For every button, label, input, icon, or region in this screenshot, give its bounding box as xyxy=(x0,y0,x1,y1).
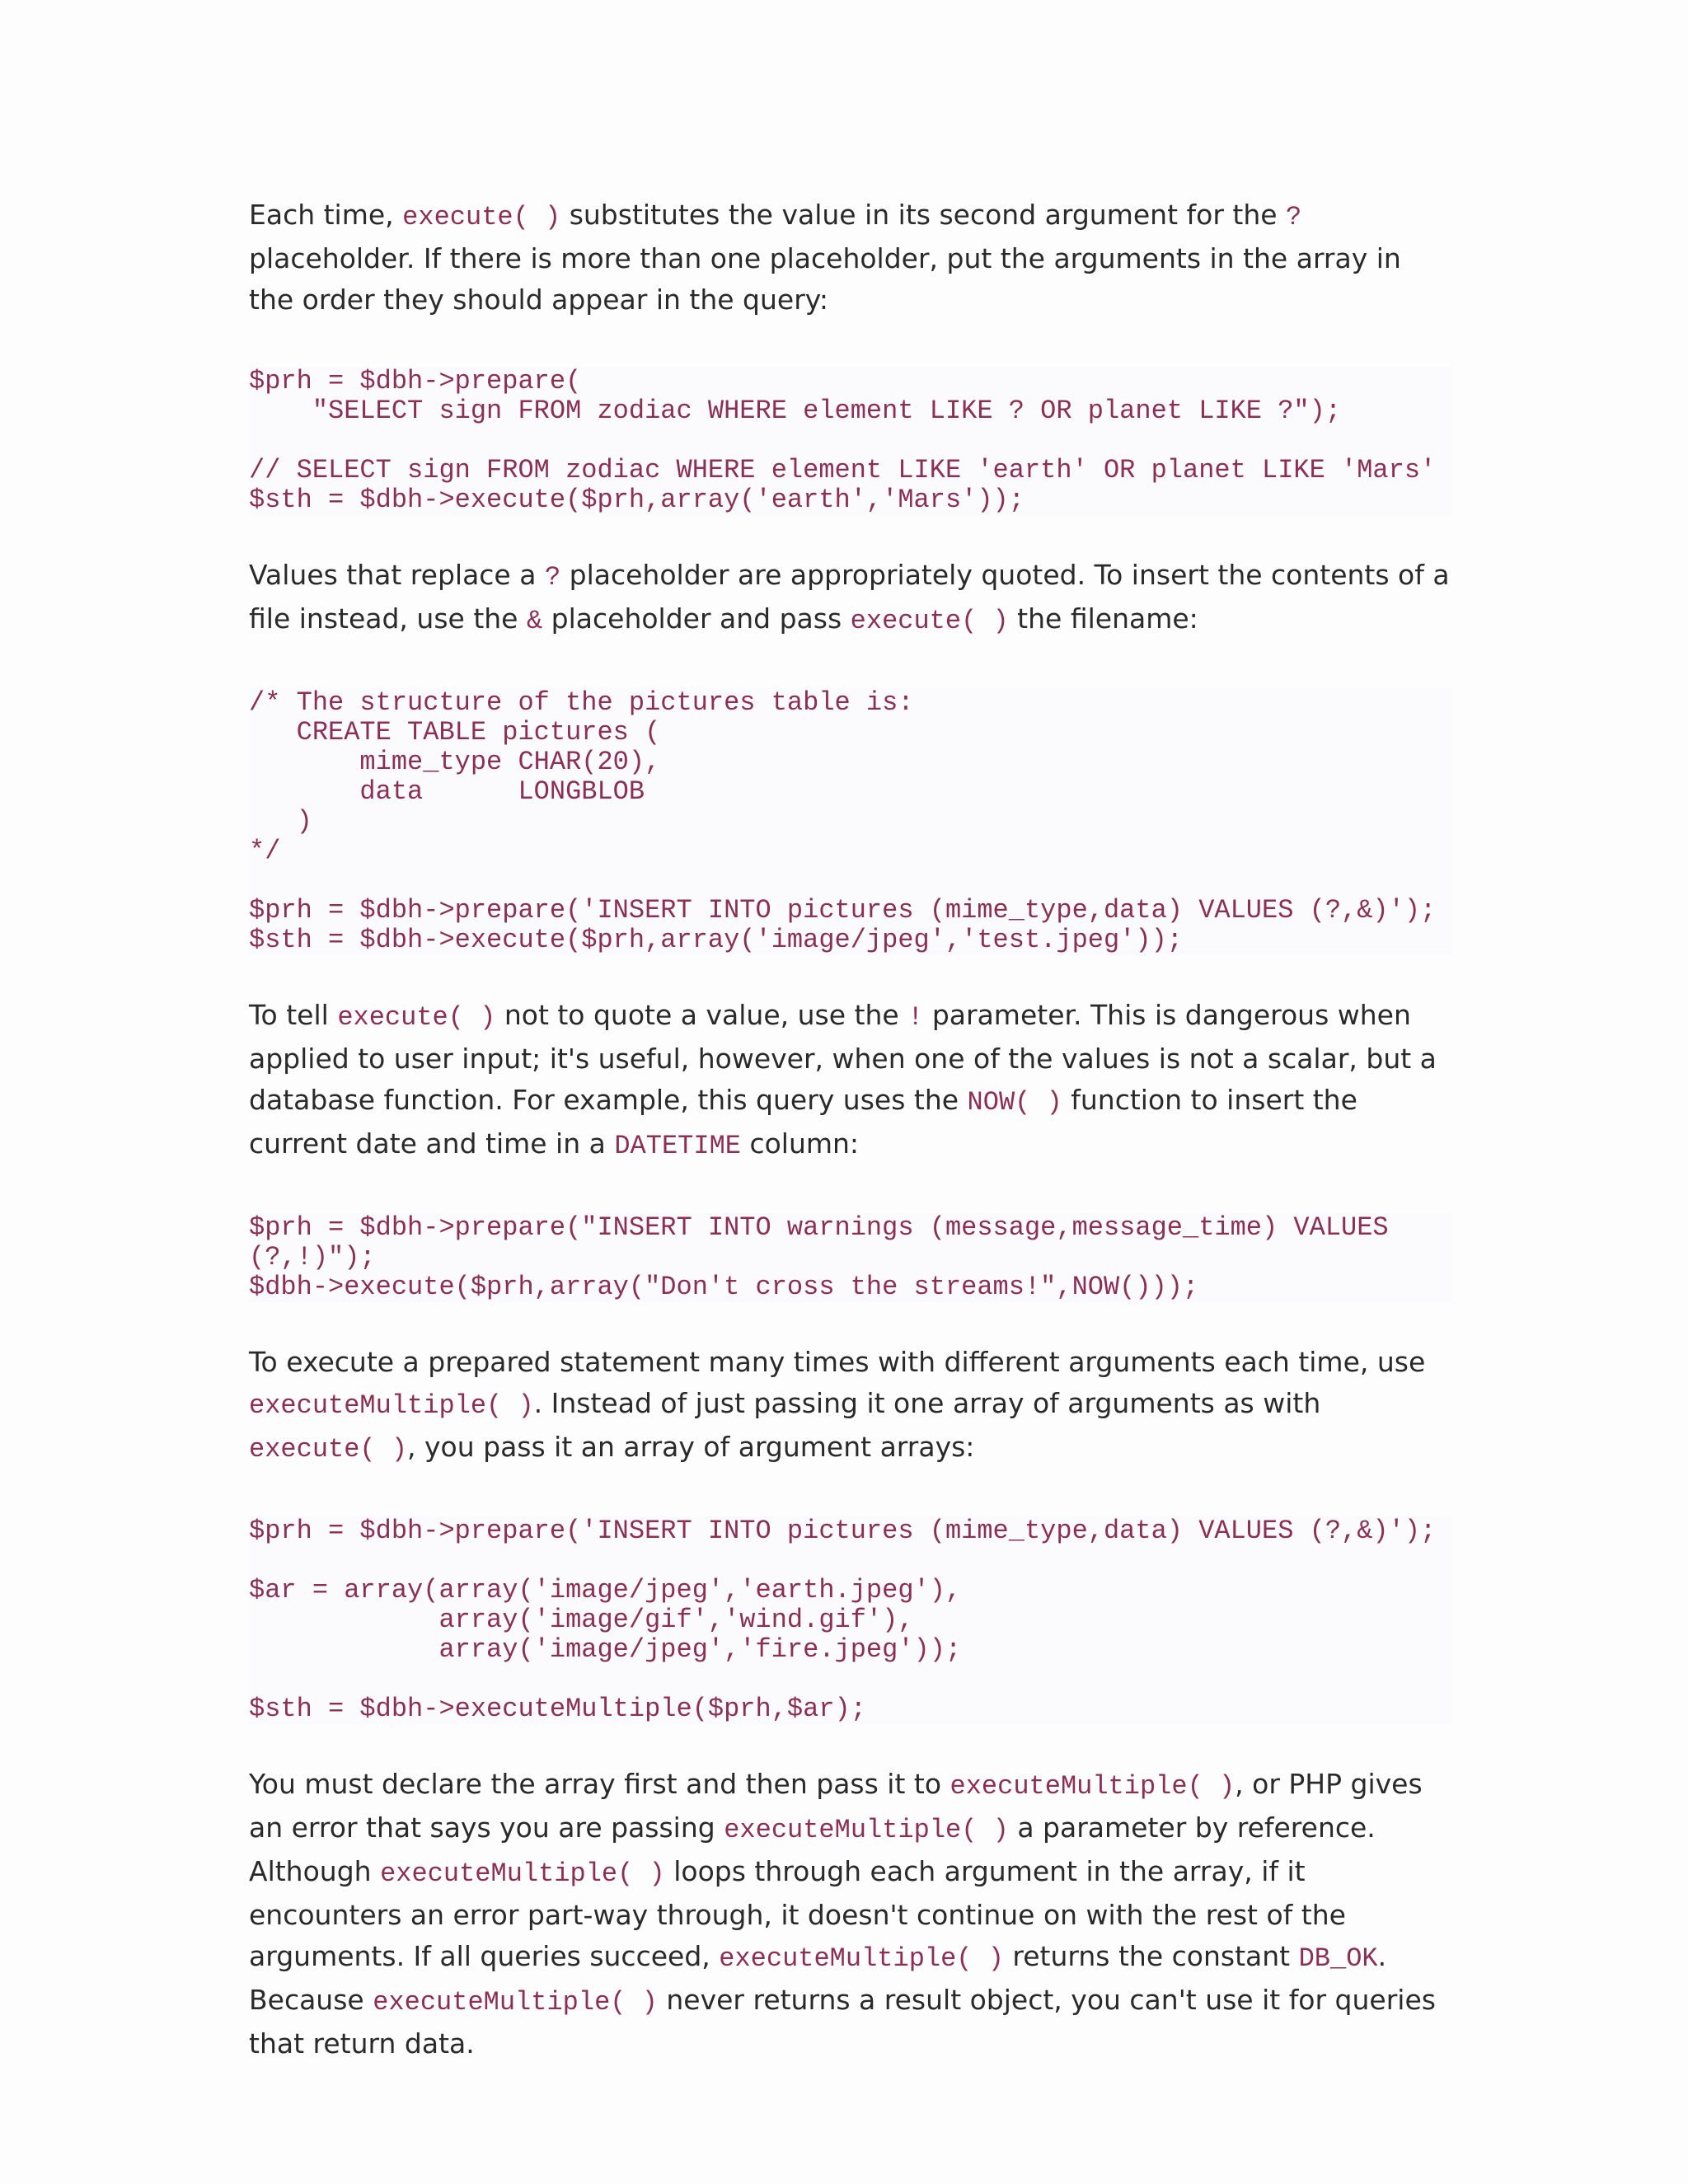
paragraph-declare-array: You must declare the array first and then pass it to executeMultiple( ), or PHP gives an error that says you are passing executeMultiple( ) a parameter by reference. Although executeMultiple( ) loops through each argument in the array, if it encounters an error part-way through, it doesn't continue on with the rest of the arguments. If all queries succeed, executeMultiple( ) returns the constant DB_OK. Because executeMultiple( ) never returns a result object, you can't use it for queries that return data. xyxy=(249,1768,1436,2060)
inline-code: executeMultiple( ) xyxy=(249,1390,534,1421)
paragraph-quoting: Values that replace a ? placeholder are appropriately quoted. To insert the contents of a file instead, use the & placeholder and pass execute( ) the filename: xyxy=(249,559,1450,636)
inline-code: DATETIME xyxy=(614,1131,741,1161)
inline-code: ? xyxy=(1286,202,1302,232)
inline-code: NOW( ) xyxy=(967,1087,1062,1118)
inline-code: DB_OK xyxy=(1298,1943,1378,1974)
inline-code: & xyxy=(526,606,543,636)
inline-code: ! xyxy=(907,1002,924,1033)
paragraph-execute-placeholder: Each time, execute( ) substitutes the value in its second argument for the ? placeholder. If there is more than one placeholder, put the arguments in the array in the order they should appear in the query: xyxy=(249,199,1401,316)
inline-code: execute( ) xyxy=(337,1002,496,1033)
inline-code: executeMultiple( ) xyxy=(380,1858,665,1889)
paragraph-bang-parameter: To tell execute( ) not to quote a value, use the ! parameter. This is dangerous when applied to user input; it's useful, however, when one of the values is not a scalar, but a database function. For example, this query uses the NOW( ) function to insert the current date and time in a DATETIME column: xyxy=(249,999,1437,1161)
code-block-execute-multiple: $prh = $dbh->prepare('INSERT INTO pictures (mime_type,data) VALUES (?,&)'); $ar = array(array('image/jpeg','earth.jpeg'), array('image/gif','wind.gif'), array('image/jpeg','fire.jpeg')); $sth = $dbh->executeMultiple($prh,$ar); xyxy=(249,1516,1452,1724)
inline-code: executeMultiple( ) xyxy=(950,1771,1236,1802)
inline-code: execute( ) xyxy=(850,606,1009,636)
code-block-prepare-select: $prh = $dbh->prepare( "SELECT sign FROM zodiac WHERE element LIKE ? OR planet LIKE ?"); // SELECT sign FROM zodiac WHERE element LIKE 'earth' OR planet LIKE 'Mars' $sth = $dbh->execute($prh,array('earth','Mars')); xyxy=(249,367,1452,515)
inline-code: execute( ) xyxy=(402,202,561,232)
inline-code: executeMultiple( ) xyxy=(719,1943,1004,1974)
document-page xyxy=(249,194,1452,2064)
code-block-insert-warnings: $prh = $dbh->prepare("INSERT INTO warnings (message,message_time) VALUES (?,!)"); $dbh->execute($prh,array("Don't cross the streams!",NOW())); xyxy=(249,1213,1452,1302)
paragraph-execute-multiple: To execute a prepared statement many times with different arguments each time, use executeMultiple( ). Instead of just passing it one array of arguments as with execute( ), you pass it an array of argument arrays: xyxy=(249,1346,1426,1465)
inline-code: execute( ) xyxy=(249,1434,408,1465)
inline-code: executeMultiple( ) xyxy=(373,1987,658,2018)
code-block-insert-pictures: /* The structure of the pictures table is: CREATE TABLE pictures ( mime_type CHAR(20), data LONGBLOB ) */ $prh = $dbh->prepare('INSERT INTO pictures (mime_type,data) VALUES (?,&)'); $sth = $dbh->execute($prh,array('image/jpeg','test.jpeg')); xyxy=(249,688,1452,955)
inline-code: ? xyxy=(544,562,561,593)
inline-code: executeMultiple( ) xyxy=(724,1815,1009,1845)
